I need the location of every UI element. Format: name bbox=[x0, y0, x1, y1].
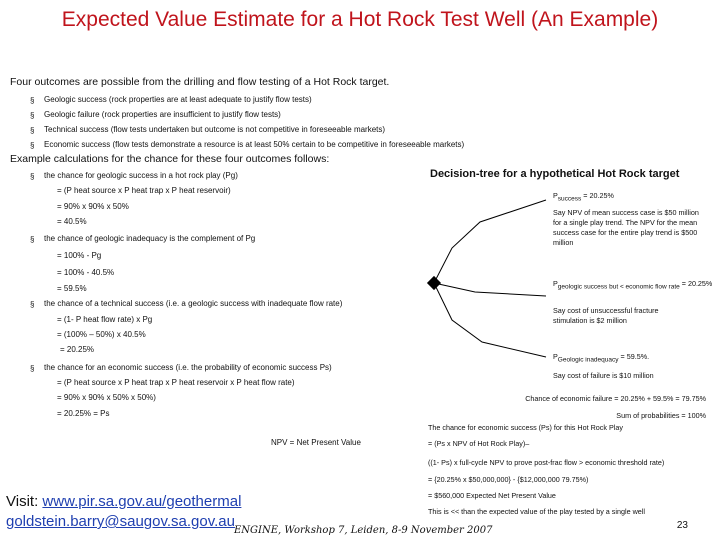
bullet-marker: § bbox=[30, 172, 35, 181]
bullet-marker: § bbox=[30, 141, 35, 150]
calc-economic-label: the chance for an economic success (i.e. the probability of economic success Ps) bbox=[44, 363, 332, 372]
outcome-item: Geologic success (rock properties are at least adequate to justify flow tests) bbox=[44, 95, 312, 104]
prob-subscript: success bbox=[557, 195, 582, 203]
calc-inadequacy-label: the chance of geologic inadequacy is the complement of Pg bbox=[44, 234, 256, 243]
ev-line: This is << than the expected value of the play tested by a single well bbox=[428, 507, 645, 516]
tree-success-prob bbox=[553, 191, 614, 202]
calc-pg-label: the chance for geologic success in a hot rock play (Pg) bbox=[44, 171, 238, 180]
prob-subscript: geologic success but < economic flow rate bbox=[557, 283, 680, 291]
calc-line: = (1- P heat flow rate) x Pg bbox=[57, 315, 153, 324]
ev-line: = $560,000 Expected Net Present Value bbox=[428, 491, 556, 500]
decision-node-icon bbox=[427, 276, 441, 290]
outcome-item: Technical success (flow tests undertaken but outcome is not competitive in foreseeable markets) bbox=[44, 125, 386, 134]
bullet-marker: § bbox=[30, 364, 35, 373]
calc-line: = (P heat source x P heat trap x P heat reservoir x P heat flow rate) bbox=[57, 378, 295, 387]
slide-title: Expected Value Estimate for a Hot Rock Test Well (An Example) bbox=[61, 8, 659, 31]
tree-branch-success bbox=[434, 200, 546, 283]
economic-failure-chance: Chance of economic failure = 20.25% + 59.5% = 79.75% bbox=[525, 394, 706, 403]
page-number: 23 bbox=[676, 520, 688, 531]
calc-line: = 90% x 90% x 50% bbox=[57, 202, 129, 211]
ev-line: ((1- Ps) x full-cycle NPV to prove post-frac flow > economic threshold rate) bbox=[428, 458, 665, 467]
ev-line: = {20.25% x $50,000,000} - {$12,000,000 79.75%) bbox=[428, 475, 589, 484]
calc-line: = 59.5% bbox=[57, 284, 87, 293]
tree-technical-prob bbox=[553, 279, 713, 292]
calc-line: = 40.5% bbox=[57, 217, 87, 226]
tree-inadequacy-note: Say cost of failure is $10 million bbox=[553, 371, 654, 380]
prob-symbol: P bbox=[553, 352, 558, 361]
calc-line: = 100% - Pg bbox=[57, 251, 102, 260]
calc-line: = 100% - 40.5% bbox=[57, 268, 115, 277]
bullet-marker: § bbox=[30, 235, 35, 244]
footer-visit bbox=[6, 493, 241, 510]
prob-value: = 59.5%. bbox=[620, 352, 650, 361]
tree-branch-technical bbox=[434, 283, 546, 296]
footer-email-row bbox=[6, 513, 235, 531]
tree-technical-note: Say cost of unsuccessful fracture stimulation is $2 million bbox=[553, 306, 659, 325]
example-heading: Example calculations for the chance for these four outcomes follows: bbox=[10, 153, 330, 165]
bullet-marker: § bbox=[30, 111, 35, 120]
prob-value: = 20.25% bbox=[583, 191, 614, 200]
bullet-marker: § bbox=[30, 300, 35, 309]
calc-line: = (100% – 50%) x 40.5% bbox=[57, 330, 146, 339]
outcome-item: Geologic failure (rock properties are insufficient to justify flow tests) bbox=[44, 110, 281, 119]
ev-line: = (Ps x NPV of Hot Rock Play)– bbox=[428, 439, 530, 448]
prob-symbol: P bbox=[553, 191, 558, 200]
visit-label: Visit: bbox=[6, 493, 43, 510]
workshop-credit: ENGINE, Workshop 7, Leiden, 8-9 November 2007 bbox=[234, 525, 493, 536]
outcome-item: Economic success (flow tests demonstrate a resource is at least 50% certain to be competitive in foreseeable markets) bbox=[44, 140, 465, 149]
calc-line: = 20.25% bbox=[60, 345, 95, 354]
prob-subscript: Geologic inadequacy bbox=[557, 356, 619, 364]
tree-inadequacy-prob bbox=[553, 352, 649, 363]
sum-of-probabilities: Sum of probabilities = 100% bbox=[616, 411, 706, 420]
ev-line: The chance for economic success (Ps) for this Hot Rock Play bbox=[428, 423, 623, 432]
prob-value: = 20.25% bbox=[681, 279, 713, 288]
intro-text: Four outcomes are possible from the drilling and flow testing of a Hot Rock target. bbox=[10, 76, 390, 88]
tree-branch-inadequacy bbox=[434, 283, 546, 357]
bullet-marker: § bbox=[30, 96, 35, 105]
npv-definition: NPV = Net Present Value bbox=[271, 438, 361, 447]
website-link[interactable]: www.pir.sa.gov.au/geothermal bbox=[42, 493, 242, 510]
bullet-marker: § bbox=[30, 126, 35, 135]
email-link[interactable]: goldstein.barry@saugov.sa.gov.au bbox=[6, 513, 235, 530]
prob-symbol: P bbox=[553, 279, 558, 288]
calc-line: = 20.25% = Ps bbox=[57, 409, 110, 418]
calc-technical-label: the chance of a technical success (i.e. a geologic success with inadequate flow rate) bbox=[44, 299, 343, 308]
tree-success-note: Say NPV of mean success case is $50 million for a single play trend. The NPV for the mean success case for the entire play trend is $500 million bbox=[553, 208, 699, 247]
calc-line: = (P heat source x P heat trap x P heat reservoir) bbox=[57, 186, 231, 195]
tree-heading: Decision-tree for a hypothetical Hot Rock target bbox=[430, 168, 680, 180]
calc-line: = 90% x 90% x 50% x 50%) bbox=[57, 393, 156, 402]
